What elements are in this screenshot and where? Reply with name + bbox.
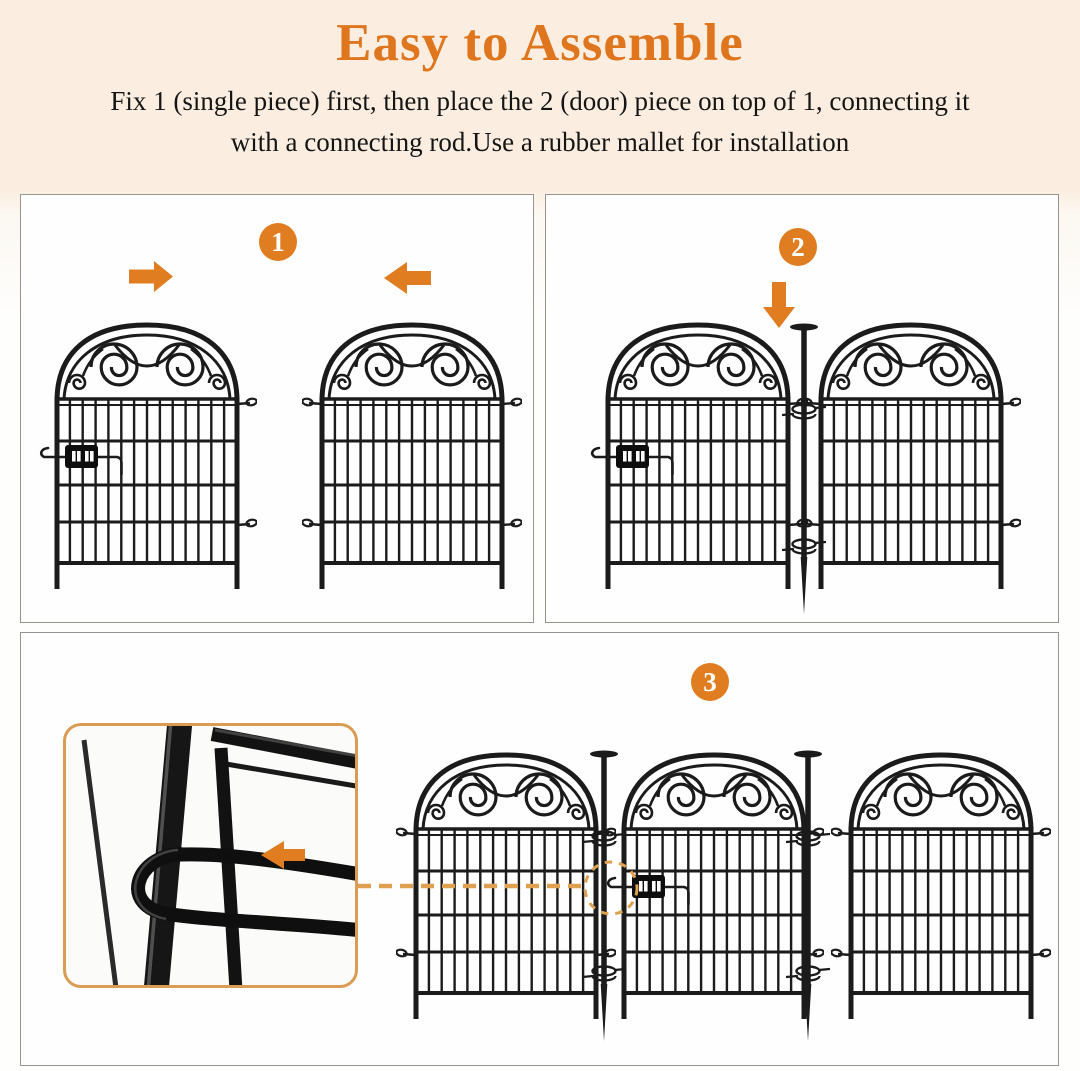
step-3-badge	[691, 663, 729, 701]
connecting-rod-illustration	[786, 744, 830, 1044]
subtitle-line-2: with a connecting rod.Use a rubber mallet for installation	[230, 127, 850, 157]
closeup-metal-joint-art	[66, 726, 355, 985]
page-title: Easy to Assemble	[336, 14, 744, 72]
arrow-left-icon	[384, 262, 431, 294]
step-3-panel	[20, 632, 1059, 1066]
step-1-number: 1	[271, 226, 285, 257]
fence-panel-door-illustration	[588, 315, 808, 595]
subtitle-line-1: Fix 1 (single piece) first, then place the 2 (door) piece on top of 1, connecting it	[110, 86, 970, 116]
step-2-number: 2	[791, 231, 805, 262]
arrow-down-icon	[763, 282, 795, 328]
step-3-number: 3	[703, 666, 717, 697]
connecting-rod-illustration	[782, 317, 826, 617]
dashed-highlight-circle	[582, 859, 640, 917]
step-1-badge	[259, 223, 297, 261]
step-2-panel	[545, 194, 1059, 623]
step-2-badge	[779, 228, 817, 266]
step-1-panel	[20, 194, 534, 623]
dashed-leader-line	[358, 880, 586, 892]
fence-panel-single-illustration	[302, 315, 522, 595]
arrow-right-icon	[129, 261, 173, 292]
header	[0, 0, 1080, 163]
fence-panel-single-illustration	[831, 745, 1051, 1025]
fence-panel-single-illustration	[801, 315, 1021, 595]
connection-closeup-photo	[63, 723, 358, 988]
fence-panel-door-illustration	[37, 315, 257, 595]
